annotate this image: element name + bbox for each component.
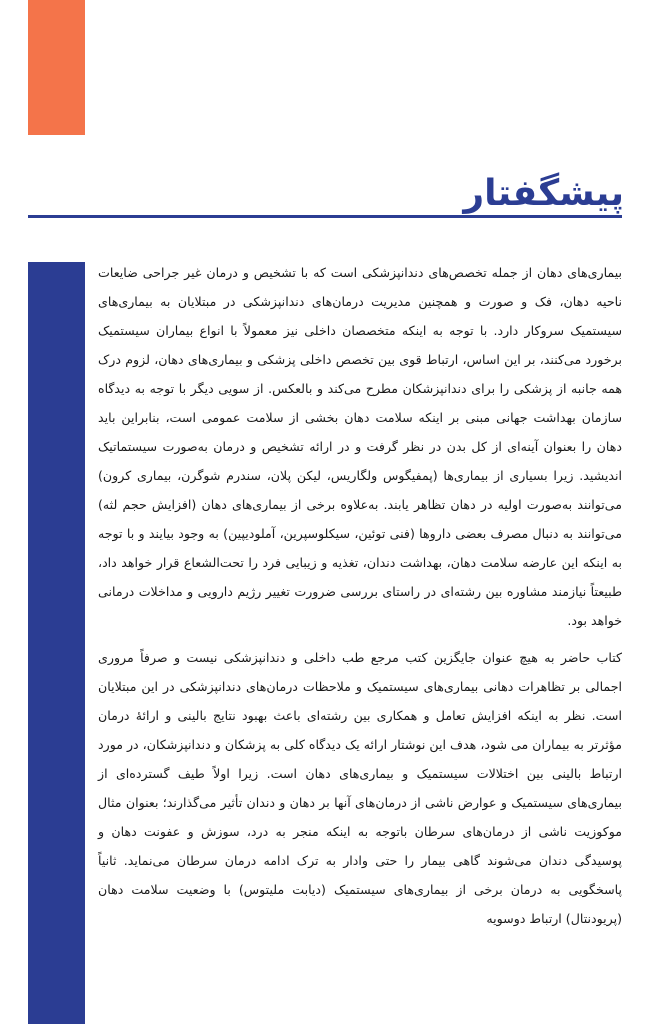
- blue-side-bar: [28, 262, 85, 1024]
- page-title: پیشگفتار: [463, 173, 624, 214]
- paragraph-1: بیماری‌های دهان از جمله تخصص‌های دندانپزشکی است که با تشخیص و درمان غیر جراحی ضایعات ناحیه دهان، فک و صورت و همچنین مدیریت درمان‌های دندانپزشکی در مبتلایان به بیماری‌های سیستمیک سروکار دارد. با توجه به اینکه متخصصان داخلی نیز معمولاً با انواع بیماران سیستمیک برخورد می‌کنند، بر این اساس، ارتباط قوی بین تخصص داخلی پزشکی و بیماری‌های دهان، لزوم درک همه جانبه از پزشکی را برای دندانپزشکان مطرح می‌کند و بالعکس. از سویی دیگر با توجه به دیدگاه سازمان بهداشت جهانی مبنی بر اینکه سلامت دهان بخشی از سلامت عمومی است، بنابراین باید دهان را بعنوان آینه‌ای از کل بدن در نظر گرفت و در ارائه تشخیص و درمان به‌صورت سیستماتیک اندیشید. زیرا بسیاری از بیماری‌ها (پمفیگوس ولگاریس، لیکن پلان، سندرم شوگرن، بیماری کرون) می‌توانند به‌صورت اولیه در دهان تظاهر یابند. به‌علاوه برخی از بیماری‌های دهان (افزایش حجم لثه) می‌توانند به دنبال مصرف بعضی داروها (فنی توئین، سیکلوسپرین، آملودیپین) به وجود بیایند و با توجه به اینکه این عارضه سلامت دهان، بهداشت دندان، تغذیه و زیبایی فرد را تحت‌الشعاع قرار خواهد داد، طبیعتاً نیازمند مشاوره بین رشته‌ای در راستای بررسی ضرورت تغییر رژیم دارویی و مداخلات درمانی خواهد بود.: [98, 265, 622, 628]
- orange-accent-bar: [28, 0, 85, 135]
- body-text: [98, 258, 622, 933]
- title-underline: [28, 215, 622, 218]
- paragraph-2: کتاب حاضر به هیچ عنوان جایگزین کتب مرجع طب داخلی و دندانپزشکی نیست و صرفاً مروری اجمالی بر تظاهرات دهانی بیماری‌های سیستمیک و ملاحظات درمان‌های دندانپزشکی در این مبتلایان است. نظر به اینکه افزایش تعامل و همکاری بین رشته‌ای باعث بهبود نتایج بالینی و ارائهٔ درمان مؤثرتر به بیماران می شود، هدف این نوشتار ارائه یک دیدگاه کلی به پزشکان و دندانپزشکان، در مورد ارتباط بالینی بین اختلالات سیستمیک و بیماری‌های دهان است. زیرا اولاً طیف گسترده‌ای از بیماری‌های سیستمیک و عوارض ناشی از درمان‌های آنها بر دهان و دندان تأثیر می‌گذارند؛ بعنوان مثال موکوزیت ناشی از درمان‌های سرطان باتوجه به اینکه منجر به درد، سوزش و عفونت دهان و پوسیدگی دندان می‌شوند گاهی بیمار را حتی وادار به ترک ادامه درمان سرطان می‌نماید. ثانیاً پاسخگویی به درمان برخی از بیماری‌های سیستمیک (دیابت ملیتوس) با وضعیت سلامت دهان (پریودنتال) ارتباط دوسویه: [98, 650, 622, 926]
